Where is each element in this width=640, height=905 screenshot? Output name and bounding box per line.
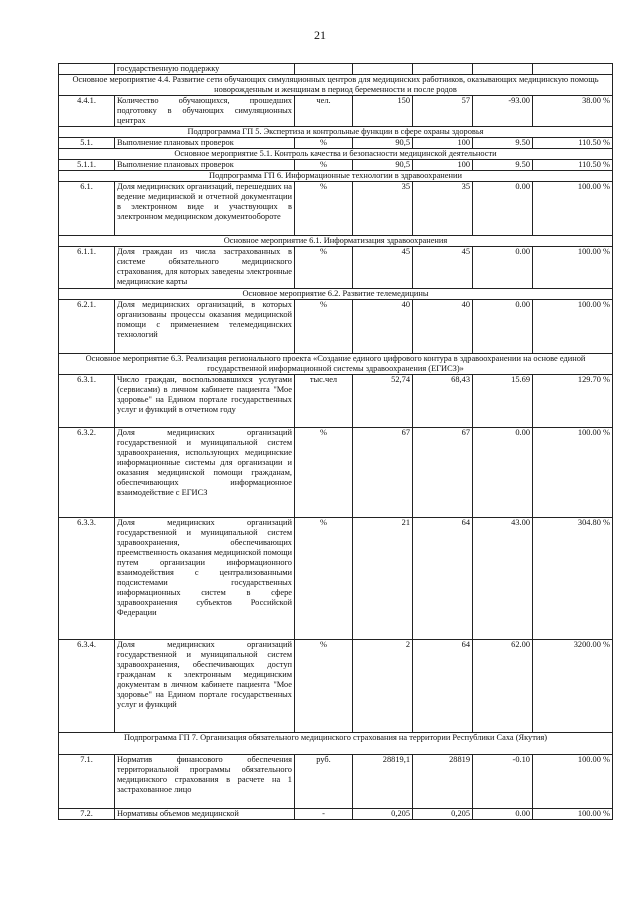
section-title: Основное мероприятие 5.1. Контроль качества и безопасности медицинской деятельности (59, 149, 613, 160)
indicator-fact: 64 (413, 640, 473, 733)
indicator-percent: 100.00 % (533, 182, 613, 236)
indicator-unit: % (295, 182, 353, 236)
indicator-name: Доля медицинских организаций государственной и муниципальной систем здравоохранения, обеспечивающих доступ гражданам к электронным медицинским документам в личном кабинете пациента "Мое здоровье" на Едином портале государственных услуг и функций (115, 640, 295, 733)
section-title: Подпрограмма ГП 5. Экспертиза и контрольные функции в сфере охраны здоровья (59, 127, 613, 138)
section-row (59, 733, 613, 755)
table-row (59, 300, 613, 354)
section-row (59, 149, 613, 160)
table-row (59, 182, 613, 236)
indicator-percent: 100.00 % (533, 300, 613, 354)
table-row (59, 428, 613, 518)
indicator-percent: 110.50 % (533, 138, 613, 149)
indicator-plan: 28819,1 (353, 755, 413, 809)
indicator-deviation: 15.69 (473, 375, 533, 428)
indicator-percent: 110.50 % (533, 160, 613, 171)
indicator-percent: 129.70 % (533, 375, 613, 428)
indicator-code: 6.3.1. (59, 375, 115, 428)
indicator-code: 6.3.3. (59, 518, 115, 640)
page-number: 21 (314, 28, 326, 42)
indicator-percent: 100.00 % (533, 755, 613, 809)
indicator-unit: % (295, 247, 353, 289)
indicators-table (58, 63, 613, 820)
indicator-deviation: -0.10 (473, 755, 533, 809)
indicator-fact: 45 (413, 247, 473, 289)
indicator-plan: 45 (353, 247, 413, 289)
table-row (59, 375, 613, 428)
indicator-code: 5.1.1. (59, 160, 115, 171)
indicator-percent: 38.00 % (533, 96, 613, 127)
indicator-deviation: 43.00 (473, 518, 533, 640)
indicator-deviation: 62.00 (473, 640, 533, 733)
indicator-unit: руб. (295, 755, 353, 809)
indicator-unit: чел. (295, 96, 353, 127)
indicator-fact: 64 (413, 518, 473, 640)
indicator-code: 6.3.4. (59, 640, 115, 733)
indicator-name: Доля медицинских организаций государственной и муниципальной систем здравоохранения, использующих медицинские информационные системы для организации и оказания медицинской помощи гражданам, обеспечивающих информационное взаимодействие с ЕГИСЗ (115, 428, 295, 518)
section-row (59, 236, 613, 247)
indicator-code: 6.2.1. (59, 300, 115, 354)
table-row (59, 809, 613, 820)
indicator-unit: % (295, 428, 353, 518)
indicator-percent: 100.00 % (533, 428, 613, 518)
indicator-name: Доля граждан из числа застрахованных в системе обязательного медицинского страхования, для которых заведены электронные медицинские карты (115, 247, 295, 289)
indicator-fact: 35 (413, 182, 473, 236)
table-row (59, 518, 613, 640)
indicator-percent: 304.80 % (533, 518, 613, 640)
indicator-deviation: 0.00 (473, 247, 533, 289)
indicator-plan: 35 (353, 182, 413, 236)
indicator-name: Количество обучающихся, прошедших подготовку в обучающих симуляционных центрах (115, 96, 295, 127)
indicator-deviation: -93.00 (473, 96, 533, 127)
indicator-plan: 40 (353, 300, 413, 354)
indicator-percent: 3200.00 % (533, 640, 613, 733)
section-title: Основное мероприятие 6.1. Информатизация здравоохранения (59, 236, 613, 247)
indicator-name: Число граждан, воспользовавшихся услугами (сервисами) в личном кабинете пациента "Мое здоровье" на Едином портале государственных услуг и функций в отчетном году (115, 375, 295, 428)
section-title: Основное мероприятие 6.3. Реализация регионального проекта «Создание единого цифрового контура в здравоохранении на основе единой государственной информационной системы здравоохранения (ЕГИСЗ)» (59, 354, 613, 375)
indicator-plan: 150 (353, 96, 413, 127)
section-row (59, 171, 613, 182)
section-title: Основное мероприятие 6.2. Развитие телемедицины (59, 289, 613, 300)
indicator-plan: 21 (353, 518, 413, 640)
table-row (59, 160, 613, 171)
indicator-plan: 90,5 (353, 160, 413, 171)
indicator-unit: тыс.чел (295, 375, 353, 428)
indicator-plan: 52,74 (353, 375, 413, 428)
indicator-fact: 40 (413, 300, 473, 354)
section-row (59, 127, 613, 138)
indicator-fact: 67 (413, 428, 473, 518)
table-row (59, 96, 613, 127)
table-row (59, 640, 613, 733)
indicator-code: 7.1. (59, 755, 115, 809)
indicator-percent: 100.00 % (533, 247, 613, 289)
indicator-deviation: 0.00 (473, 182, 533, 236)
indicator-fact: 68,43 (413, 375, 473, 428)
indicator-deviation: 9.50 (473, 138, 533, 149)
table-row (59, 755, 613, 809)
indicator-code: 6.3.2. (59, 428, 115, 518)
indicator-code: 6.1. (59, 182, 115, 236)
indicator-fact: 28819 (413, 755, 473, 809)
indicator-code: 6.1.1. (59, 247, 115, 289)
indicator-percent: 100.00 % (533, 809, 613, 820)
indicator-deviation: 9.50 (473, 160, 533, 171)
indicator-fact: 100 (413, 160, 473, 171)
section-title: Основное мероприятие 4.4. Развитие сети обучающих симуляционных центров для медицинских работников, оказывающих медицинскую помощь новорожденным и женщинам в период беременности и после родов (59, 75, 613, 96)
indicator-name: Доля медицинских организаций государственной и муниципальной систем здравоохранения, обеспечивающих преемственность оказания медицинской помощи путем организации информационного взаимодействия с централизованными подсистемами государственных информационных систем в сфере здравоохранения субъектов Российской Федерации (115, 518, 295, 640)
indicator-deviation: 0.00 (473, 809, 533, 820)
section-row (59, 75, 613, 96)
indicator-unit: % (295, 160, 353, 171)
indicator-name: Выполнение плановых проверок (115, 160, 295, 171)
indicator-unit: - (295, 809, 353, 820)
indicator-unit: % (295, 640, 353, 733)
indicator-name: Выполнение плановых проверок (115, 138, 295, 149)
indicator-plan: 2 (353, 640, 413, 733)
section-row (59, 289, 613, 300)
table-row (59, 138, 613, 149)
indicator-code: 5.1. (59, 138, 115, 149)
section-title: Подпрограмма ГП 6. Информационные технологии в здравоохранении (59, 171, 613, 182)
indicator-name: Доля медицинских организаций, в которых организованы процессы оказания медицинской помощи с применением телемедицинских технологий (115, 300, 295, 354)
indicator-unit: % (295, 138, 353, 149)
indicator-code: 4.4.1. (59, 96, 115, 127)
section-title: Подпрограмма ГП 7. Организация обязательного медицинского страхования на территории Республики Саха (Якутия) (59, 733, 613, 755)
indicator-fact: 57 (413, 96, 473, 127)
indicator-plan: 0,205 (353, 809, 413, 820)
indicator-unit: % (295, 518, 353, 640)
indicator-plan: 67 (353, 428, 413, 518)
indicator-fact: 0,205 (413, 809, 473, 820)
indicator-name: Норматив финансового обеспечения территориальной программы обязательного медицинского страхования в расчете на 1 застрахованное лицо (115, 755, 295, 809)
indicator-fact: 100 (413, 138, 473, 149)
indicator-name: Доля медицинских организаций, перешедших на ведение медицинской и отчетной документации в электронном виде и участвующих в электронном медицинском документообороте (115, 182, 295, 236)
indicator-name: Нормативы объемов медицинской (115, 809, 295, 820)
indicator-deviation: 0.00 (473, 428, 533, 518)
indicator-code: 7.2. (59, 809, 115, 820)
section-row (59, 354, 613, 375)
indicator-name: государственную поддержку (115, 64, 295, 75)
table-row (59, 247, 613, 289)
indicator-deviation: 0.00 (473, 300, 533, 354)
indicator-plan: 90,5 (353, 138, 413, 149)
indicator-unit: % (295, 300, 353, 354)
table-row (59, 64, 613, 75)
